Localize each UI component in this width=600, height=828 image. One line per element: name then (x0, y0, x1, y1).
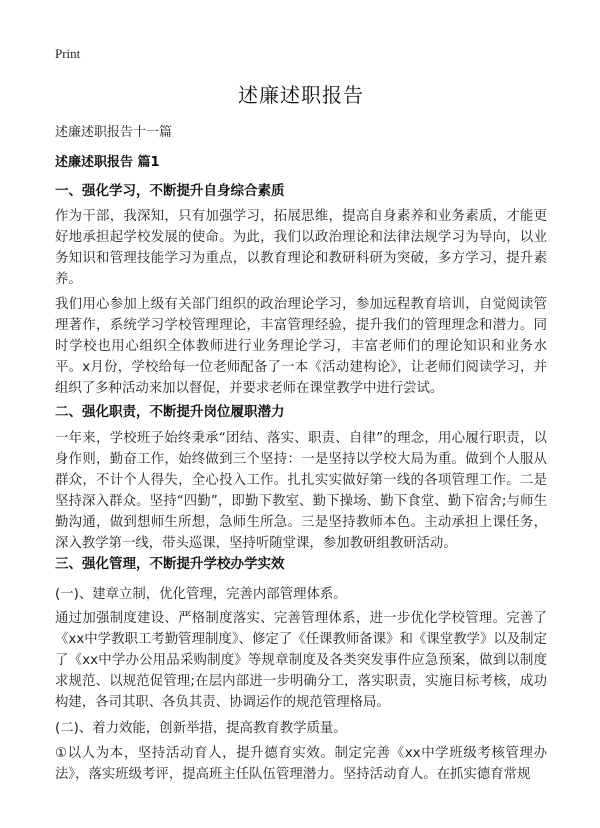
document-title: 述廉述职报告 (238, 83, 364, 107)
document-subtitle: 述廉述职报告十一篇 (55, 125, 173, 140)
section-3-sub-2: (二)、着力效能，创新举措，提高教育教学质量。 (55, 721, 347, 736)
print-label: Print (55, 46, 81, 61)
section-3-sub-1-paragraph: 通过加强制度建设、严格制度落实、完善管理体系，进一步优化学校管理。完善了《xx中学教职工考勤管理制度》、修定了《任课教师备课》和《课堂教学》以及制定了《xx中学办公用品采购制度》等规章制度及各类突发事件应急预案，做到以制度求规范、以规范促管理;在层内部进一步明确分工，落实职责，实施目标考核，成功构建，各司其职、各负其责、协调运作的规范管理格局。 (55, 611, 547, 710)
section-3-heading: 三、强化管理，不断提升学校办学实效 (55, 556, 285, 572)
part-heading: 述廉述职报告 篇1 (55, 155, 160, 170)
section-2-paragraph-1: 一年来，学校班子始终秉承“团结、落实、职责、自律”的理念，用心履行职责，以身作则，勤奋工作，始终做到三个坚持：一是坚持以学校大局为重。做到个人服从群众，不计个人得失，全心投入工作。扎扎实实做好第一线的各项管理工作。二是坚持深入群众。坚持“四勤”，即勤下教室、勤下操场、勤下食堂、勤下宿舍;与师生勤沟通，做到想师生所想，急师生所急。三是坚持教师本色。主动承担上课任务，深入教学第一线，带头巡课，坚持听随堂课，参加教研组教研活动。 (55, 431, 547, 551)
section-3-sub-1: (一)、建章立制，优化管理，完善内部管理体系。 (55, 587, 347, 602)
section-1-paragraph-2: 我们用心参加上级有关部门组织的政治理论学习，参加远程教育培训，自觉阅读管理著作，系统学习学校管理理论，丰富管理经验，提升我们的管理理念和潜力。同时学校也用心组织全体教师进行业务理论学习，丰富老师们的理论知识和业务水平。x月份，学校给每一位老师配备了一本《活动建构论》，让老师们阅读学习，并组织了多种活动来加以督促，并要求老师在课堂教学中进行尝试。 (55, 297, 547, 396)
section-1-heading: 一、强化学习，不断提升自身综合素质 (55, 183, 285, 199)
section-2-heading: 二、强化职责，不断提升岗位履职潜力 (55, 404, 285, 420)
section-3-sub-2-paragraph: ①以人为本，坚持活动育人，提升德育实效。制定完善《xx中学班级考核管理办法》，落实班级考评，提高班主任队伍管理潜力。坚持活动育人。在抓实德育常规 (55, 746, 547, 782)
section-1-paragraph-1: 作为干部，我深知，只有加强学习，拓展思维，提高自身素养和业务素质，才能更好地承担起学校发展的使命。为此，我们以政治理论和法律法规学习为导向，以业务知识和管理技能学习为重点，以教育理论和教研科研为突破，多方学习，提升素养。 (55, 209, 547, 287)
